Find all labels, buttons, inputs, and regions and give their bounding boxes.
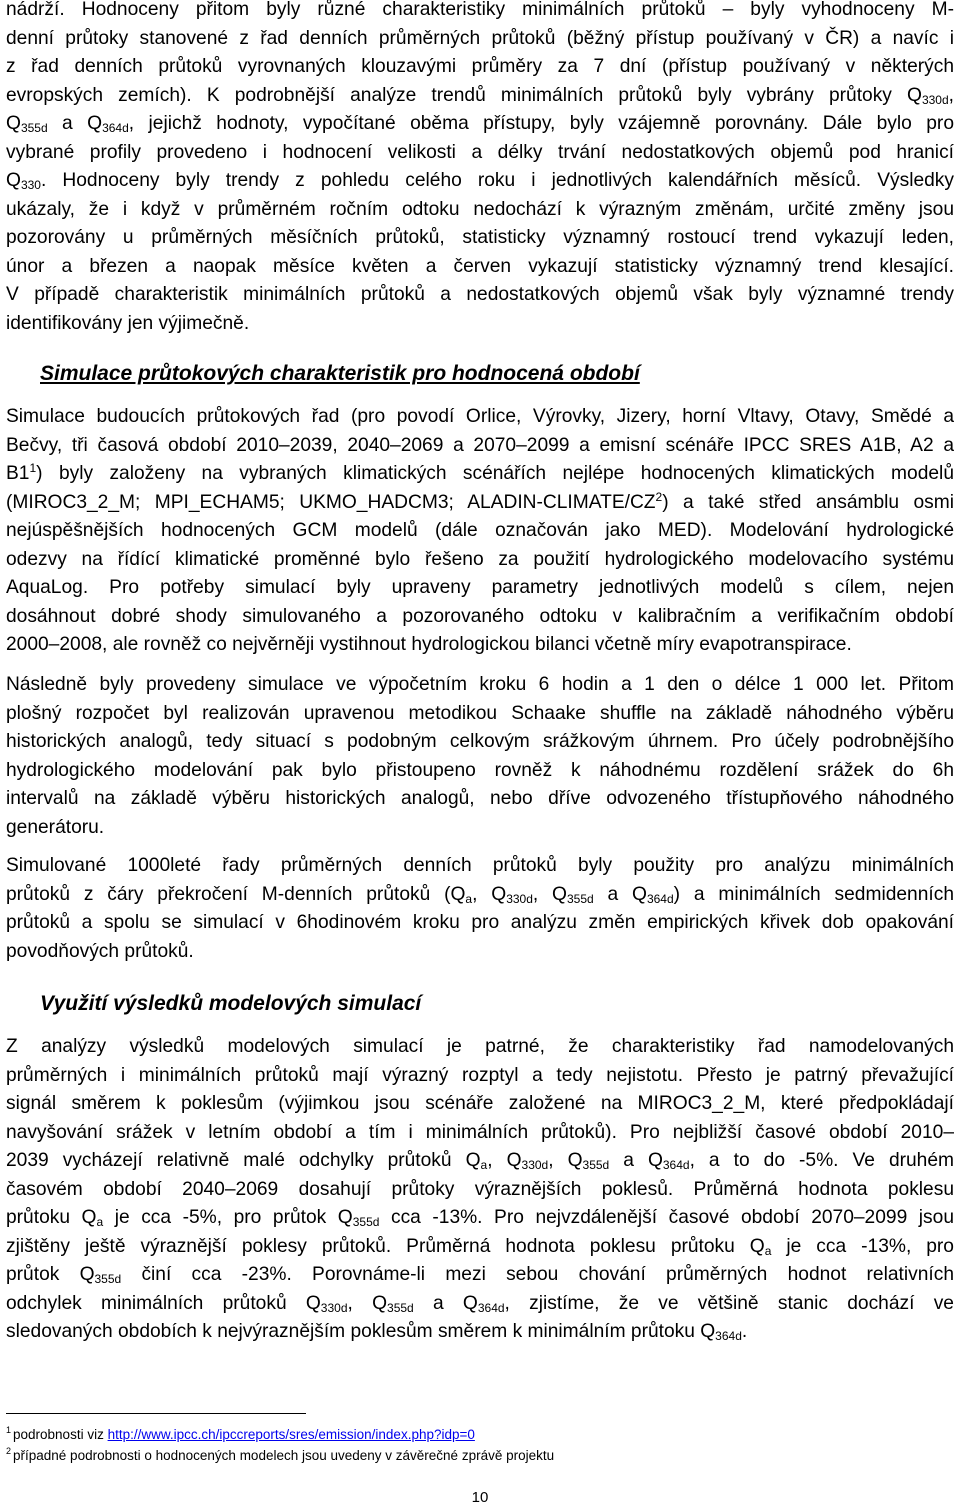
text-segment: a Q <box>413 1292 478 1314</box>
text-segment: (MIROC3_2_M; MPI_ECHAM5; UKMO_HADCM3; ALADIN-CLIMATE/CZ <box>6 491 656 513</box>
text-segment: pozorovány u průměrných měsíčních průtoků, statisticky významný rostoucí trend vykazují leden, <box>6 227 954 248</box>
paragraph-simulated-series <box>6 852 954 966</box>
text-segment: , a to do -5%. Ve druhém <box>689 1150 954 1171</box>
text-line <box>6 814 954 843</box>
subscript: a <box>465 891 473 906</box>
text-segment: , Q <box>487 1150 522 1171</box>
text-segment: nádrží. Hodnoceny přitom byly různé charakteristiky minimálních průtoků – byly vyhodnoceny M- <box>6 0 954 20</box>
text-line <box>6 110 954 139</box>
text-line <box>6 671 954 700</box>
text-line <box>6 196 954 225</box>
text-segment: průtok Q <box>6 1264 95 1285</box>
text-line <box>6 546 954 575</box>
text-segment: AquaLog. Pro potřeby simulací byly upraveny parametry jednotlivých modelů s cílem, nejen <box>6 577 954 598</box>
text-line <box>6 139 954 168</box>
paragraph-trends <box>6 0 954 338</box>
text-segment: , Q <box>548 1150 583 1171</box>
text-segment: sledovaných obdobích k nejvýraznějším poklesům směrem k minimálním průtoku Q <box>6 1321 716 1342</box>
text-segment: vybrané profily provedeno i hodnocení velikosti a délky trvání nedostatkových objemů pod hranicí <box>6 141 954 163</box>
text-segment: Q <box>6 113 21 134</box>
subscript: 355d <box>94 1272 122 1286</box>
text-line <box>6 574 954 603</box>
text-segment: Z analýzy výsledků modelových simulací je patrné, že charakteristiky řad namodelovaných <box>6 1036 954 1057</box>
text-segment: 2039 vycházejí relativně malé odchylky průtoků Q <box>6 1150 481 1171</box>
text-line <box>6 1318 954 1347</box>
text-segment: intervalů na základě výběru historických analogů, nebo dříve odvozeného třístupňového náhodného <box>6 788 954 809</box>
footnote-ref: 1 <box>29 461 37 475</box>
text-line <box>6 938 954 967</box>
text-segment: , jejichž hodnoty, vypočítané oběma přístupy, byly vzájemně porovnány. Dále bylo pro <box>128 113 954 134</box>
text-segment: ukázaly, že i když v průměrném ročním odtoku nedochází k výrazným změnám, určité změny jsou <box>6 198 954 220</box>
subscript: 364d <box>102 121 129 135</box>
text-line <box>6 460 954 489</box>
text-line <box>6 1290 954 1319</box>
text-segment: ) byly založeny na vybraných klimatických scénářích nejlépe hodnocených klimatických modelů <box>36 463 954 484</box>
text-line <box>6 881 954 910</box>
text-line <box>6 1033 954 1062</box>
text-segment: cca -13%. Pro nejvzdálenější časové období 2070–2099 jsou <box>379 1207 954 1228</box>
text-segment: signál směrem k poklesům (výjimkou jsou scénáře založené na MIROC3_2_M, které předpokládají <box>6 1093 954 1114</box>
text-line <box>6 1147 954 1176</box>
page-number: 10 <box>471 1489 489 1506</box>
text-line <box>6 53 954 82</box>
footnote-2-mark: 2 <box>6 1446 12 1456</box>
text-line <box>6 82 954 111</box>
text-line <box>6 1204 954 1233</box>
subscript: 364d <box>662 1158 690 1172</box>
text-line <box>6 603 954 632</box>
text-segment: evropských zemích). K podrobnější analýze trendů minimálních průtoků byly vybrány průtoky Q <box>6 84 922 106</box>
text-segment: a Q <box>47 113 103 134</box>
subscript: 355d <box>582 1158 610 1172</box>
subscript: 355d <box>387 1300 414 1315</box>
subscript: 355d <box>20 121 48 135</box>
subscript: 364d <box>646 891 674 906</box>
text-segment: . <box>741 1321 748 1342</box>
text-line <box>6 700 954 729</box>
text-segment: navyšování srážek v letním období a tím i minimálních průtoků). Pro nejbližší časové období 2010– <box>6 1121 954 1143</box>
text-segment: a Q <box>593 883 647 905</box>
text-line <box>6 310 954 339</box>
text-segment: hydrologického modelování pak bylo přistoupeno rovněž k náhodnému rozdělení srážek do 6h <box>6 759 954 781</box>
text-segment: Q <box>6 170 21 191</box>
text-segment: , Q <box>472 883 507 905</box>
text-line <box>6 785 954 814</box>
text-segment: historických analogů, tedy situací s podobným celkovým srážkovým úhrnem. Pro účely podrobnějšího <box>6 731 954 752</box>
text-segment: časovém období 2040–2069 dosahují průtoky výraznějších poklesů. Průměrná hodnota poklesu <box>6 1178 954 1200</box>
paragraph-simulation-steps <box>6 671 954 842</box>
text-segment: je cca -13%, pro <box>771 1235 954 1257</box>
text-segment: nejúspěšnějších hodnocených GCM modelů (dále označován jako MED). Modelování hydrologické <box>6 520 954 541</box>
text-segment: 2000–2008, ale rovněž co nejvěrněji vystihnout hydrologickou bilanci včetně míry evapotranspirace. <box>6 634 852 655</box>
text-segment: je cca -5%, pro průtok Q <box>103 1207 353 1228</box>
text-segment: a Q <box>609 1150 663 1171</box>
text-line <box>6 517 954 546</box>
footnote-1-text: podrobnosti viz <box>13 1427 108 1442</box>
subscript: 330d <box>506 891 533 906</box>
text-segment: průměrných i minimálních průtoků mají výrazný rozptyl a tedy nejistotu. Přesto je patrný převažující <box>6 1064 954 1086</box>
footnote-1-link[interactable]: http://www.ipcc.ch/ipccreports/sres/emission/index.php?idp=0 <box>107 1427 475 1442</box>
text-line <box>6 281 954 310</box>
text-segment: denní průtoky stanovené z řad denních průměrných průtoků (běžný přístup používaný v ČR) a navíc i <box>6 27 954 49</box>
text-line <box>6 852 954 881</box>
text-segment: průtoků a spolu se simulací v 6hodinovém kroku pro analýzu změn empirických křivek dob opakování <box>6 912 954 933</box>
paragraph-simulation-setup <box>6 403 954 660</box>
text-segment: průtoku Q <box>6 1207 97 1228</box>
footnote-separator <box>6 1413 306 1414</box>
text-segment: ) a také střed ansámblu osmi <box>662 491 954 513</box>
text-segment: . Hodnoceny byly trendy z pohledu celého roku i jednotlivých kalendářních měsíců. Výsledky <box>40 170 954 191</box>
footnote-ref: 2 <box>655 489 663 504</box>
subscript: 355d <box>352 1215 380 1229</box>
text-segment: z řad denních průtoků vyrovnaných klouzavými průměry za 7 dní (přístup používaný v některých <box>6 56 954 77</box>
text-line <box>6 728 954 757</box>
subscript: a <box>96 1215 104 1229</box>
text-segment: odchylek minimálních průtoků Q <box>6 1292 321 1314</box>
text-segment: Simulace budoucích průtokových řad (pro povodí Orlice, Výrovky, Jizery, horní Vltavy, Otavy, Smědé a <box>6 406 954 427</box>
text-line <box>6 757 954 786</box>
text-segment: Simulované 1000leté řady průměrných denních průtoků byly použity pro analýzu minimálních <box>6 855 954 876</box>
text-segment: dosáhnout dobré shody simulovaného a pozorovaného odtoku v kalibračním a verifikačním období <box>6 605 954 627</box>
text-segment: , Q <box>347 1292 388 1314</box>
text-segment: V případě charakteristik minimálních průtoků a nedostatkových objemů však byly významné trendy <box>6 284 954 305</box>
text-segment: činí cca -23%. Porovnáme-li mezi sebou chování průměrných hodnot relativních <box>121 1264 954 1285</box>
subscript: 364d <box>715 1329 742 1343</box>
text-line <box>6 489 954 518</box>
text-segment: povodňových průtoků. <box>6 940 194 962</box>
paragraph-results <box>6 1033 954 1347</box>
text-line <box>6 1062 954 1091</box>
text-line <box>6 1090 954 1119</box>
text-segment: ) a minimálních sedmidenních <box>673 883 954 905</box>
footnote-2-text: případné podrobnosti o hodnocených modelech jsou uvedeny v závěrečné zprávě projektu <box>13 1448 555 1463</box>
text-line <box>6 1261 954 1290</box>
text-segment: generátoru. <box>6 816 105 838</box>
subscript: 355d <box>566 891 594 906</box>
text-segment: identifikovány jen výjimečně. <box>6 312 250 334</box>
subscript: 330 <box>20 178 41 192</box>
text-segment: odezvy na řídící klimatické proměnné bylo řešeno za použití hydrologického modelovacího systému <box>6 548 954 570</box>
text-line <box>6 253 954 282</box>
text-line <box>6 25 954 54</box>
text-line <box>6 1176 954 1205</box>
text-line <box>6 1119 954 1148</box>
subscript: a <box>480 1158 488 1172</box>
text-line <box>6 432 954 461</box>
footnote-1 <box>6 1426 475 1444</box>
section-heading-simulation: Simulace průtokových charakteristik pro hodnocená období <box>40 362 640 385</box>
text-segment: , zjistíme, že ve většině stanic dochází ve <box>504 1292 954 1314</box>
text-segment: plošný rozpočet byl realizován upravenou metodikou Schaake shuffle na základě náhodného výběru <box>6 702 954 724</box>
subscript: a <box>764 1243 772 1258</box>
footnote-1-mark: 1 <box>6 1425 12 1435</box>
text-segment: Následně byly provedeny simulace ve výpočetním kroku 6 hodin a 1 den o délce 1 000 let. Přitom <box>6 674 954 695</box>
text-line <box>6 224 954 253</box>
subscript: 330d <box>320 1300 348 1315</box>
subscript: 330d <box>921 92 949 107</box>
section-heading-results: Využití výsledků modelových simulací <box>40 992 422 1015</box>
footnote-2 <box>6 1447 554 1465</box>
text-line <box>6 1233 954 1262</box>
text-segment: B1 <box>6 463 30 484</box>
text-segment: , Q <box>532 883 567 905</box>
subscript: 364d <box>477 1300 505 1315</box>
text-segment: únor a březen a naopak měsíce květen a červen vykazují statisticky významný trend klesající. <box>6 255 954 277</box>
text-line <box>6 403 954 432</box>
text-segment: Bečvy, tři časová období 2010–2039, 2040–2069 a 2070–2099 a emisní scénáře IPCC SRES A1B, A2 a <box>6 434 954 456</box>
text-line <box>6 0 954 25</box>
text-line <box>6 631 954 660</box>
subscript: 330d <box>521 1158 549 1172</box>
text-segment: průtoků z čáry překročení M-denních průtoků (Q <box>6 883 466 905</box>
text-line <box>6 909 954 938</box>
text-segment: , <box>948 84 954 106</box>
text-segment: zjištěny ještě výraznější poklesy průtoků. Průměrná hodnota poklesu průtoku Q <box>6 1235 765 1257</box>
text-line <box>6 167 954 196</box>
